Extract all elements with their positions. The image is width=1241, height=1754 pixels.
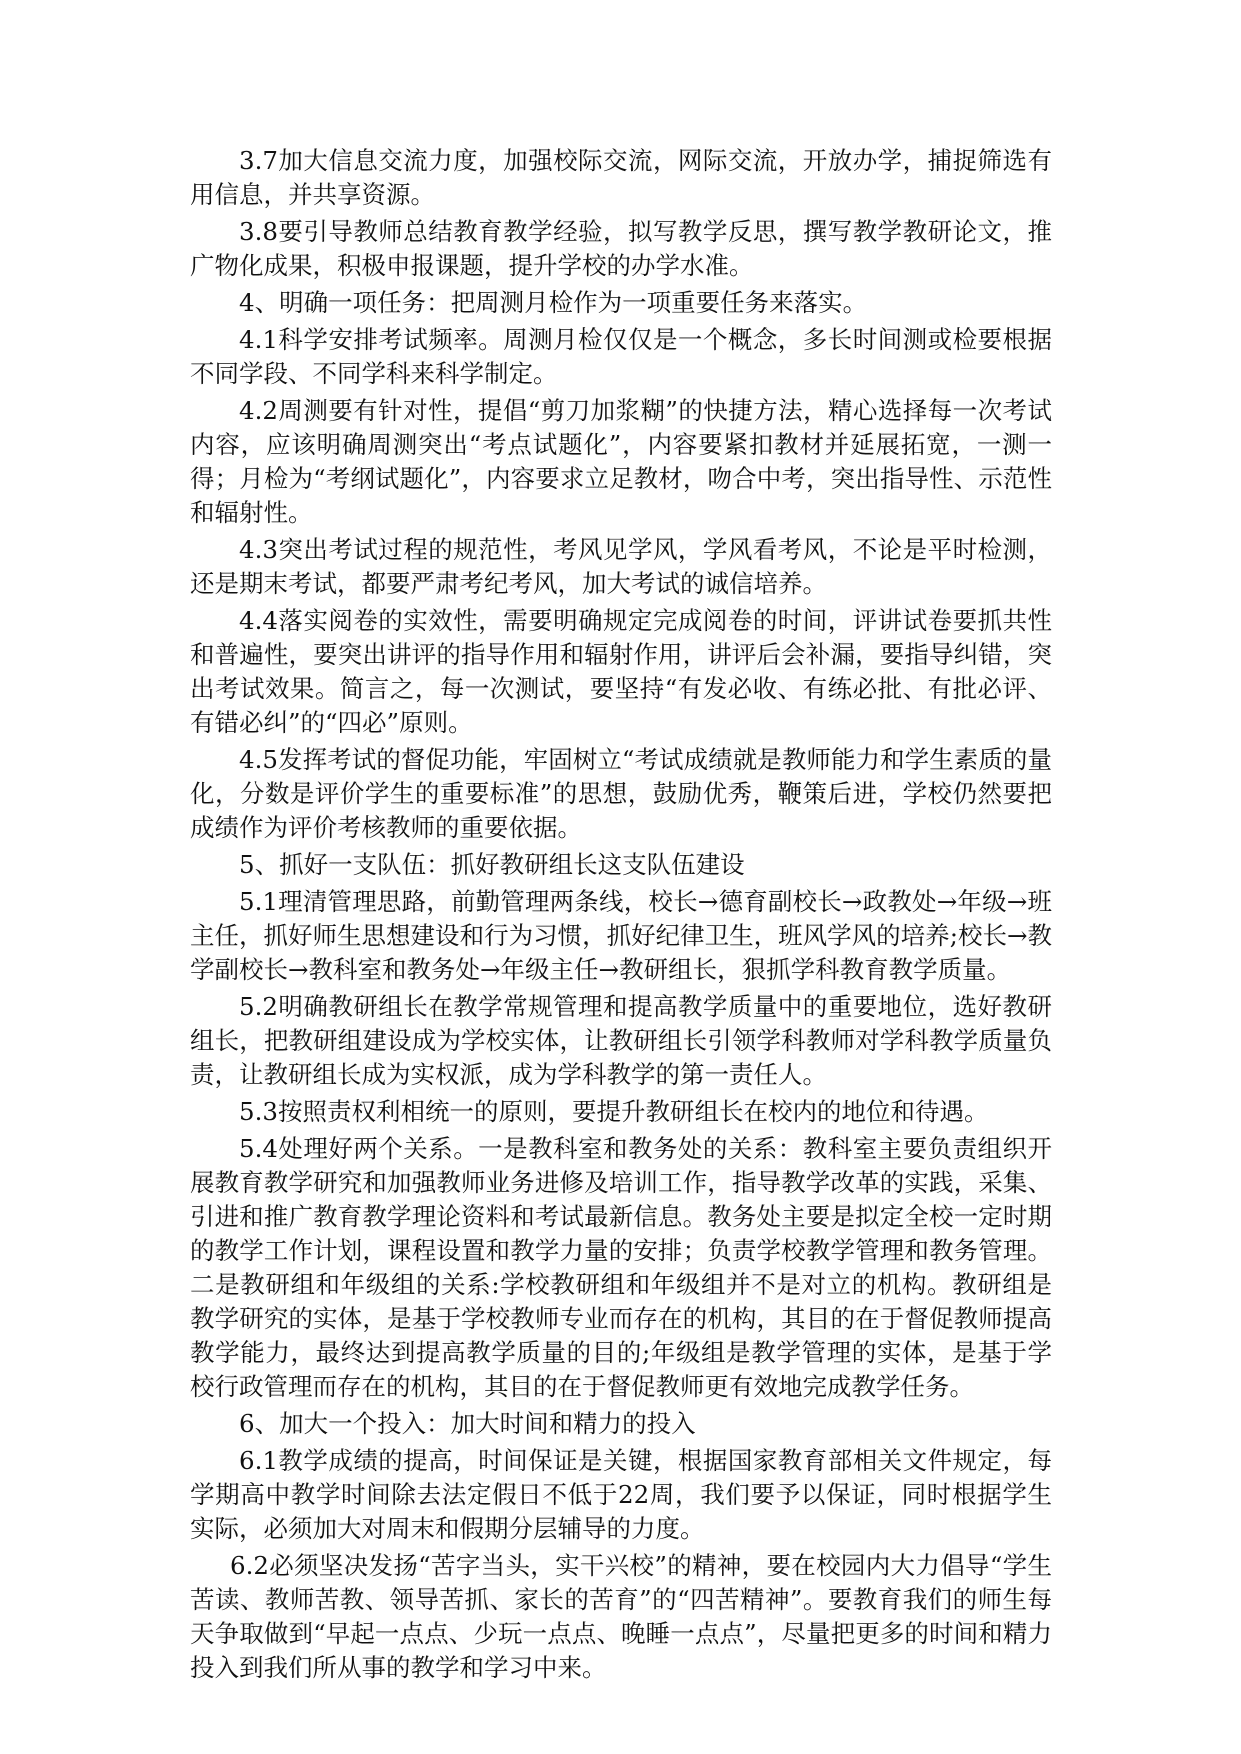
section-heading-5: 5、抓好一支队伍：抓好教研组长这支队伍建设	[239, 850, 745, 879]
paragraph-4-1: 4.1科学安排考试频率。周测月检仅仅是一个概念，多长时间测或检要根据不同学段、不同学科来科学制定。	[190, 325, 1052, 388]
paragraph-4-5: 4.5发挥考试的督促功能，牢固树立“考试成绩就是教师能力和学生素质的量化，分数是评价学生的重要标准”的思想，鼓励优秀，鞭策后进，学校仍然要把成绩作为评价考核教师的重要依据。	[190, 745, 1052, 842]
paragraph-3-7: 3.7加大信息交流力度，加强校际交流，网际交流，开放办学，捕捉筛选有用信息，并共享资源。	[190, 146, 1052, 209]
paragraph-5-2: 5.2明确教研组长在教学常规管理和提高教学质量中的重要地位，选好教研组长，把教研组建设成为学校实体，让教研组长引领学科教师对学科教学质量负责，让教研组长成为实权派，成为学科教学的第一责任人。	[190, 992, 1052, 1089]
section-heading-4: 4、明确一项任务：把周测月检作为一项重要任务来落实。	[239, 288, 868, 317]
paragraph-5-4: 5.4处理好两个关系。一是教科室和教务处的关系：教科室主要负责组织开展教育教学研究和加强教师业务进修及培训工作，指导教学改革的实践，采集、引进和推广教育教学理论资料和考试最新信息。教务处主要是拟定全校一定时期的教学工作计划，课程设置和教学力量的安排；负责学校教学管理和教务管理。二是教研组和年级组的关系:学校教研组和年级组并不是对立的机构。教研组是教学研究的实体，是基于学校教师专业而存在的机构，其目的在于督促教师提高教学能力，最终达到提高教学质量的目的;年级组是教学管理的实体，是基于学校行政管理而存在的机构，其目的在于督促教师更有效地完成教学任务。	[190, 1134, 1052, 1401]
document-body	[190, 144, 1052, 1688]
paragraph-4-4: 4.4落实阅卷的实效性，需要明确规定完成阅卷的时间，评讲试卷要抓共性和普遍性，要突出讲评的指导作用和辐射作用，讲评后会补漏，要指导纠错，突出考试效果。简言之，每一次测试，要坚持“有发必收、有练必批、有批必评、有错必纠”的“四必”原则。	[190, 606, 1052, 737]
paragraph-4-2: 4.2周测要有针对性，提倡“剪刀加浆糊”的快捷方法，精心选择每一次考试内容，应该明确周测突出“考点试题化”，内容要紧扣教材并延展拓宽，一测一得；月检为“考纲试题化”，内容要求立足教材，吻合中考，突出指导性、示范性和辐射性。	[190, 396, 1052, 527]
paragraph-3-8: 3.8要引导教师总结教育教学经验，拟写教学反思，撰写教学教研论文，推广物化成果，积极申报课题，提升学校的办学水准。	[190, 217, 1052, 280]
paragraph-6-1: 6.1教学成绩的提高，时间保证是关键，根据国家教育部相关文件规定，每学期高中教学时间除去法定假日不低于22周，我们要予以保证，同时根据学生实际，必须加大对周末和假期分层辅导的力度。	[190, 1446, 1052, 1543]
paragraph-6-2: 6.2必须坚决发扬“苦字当头，实干兴校”的精神，要在校园内大力倡导“学生苦读、教师苦教、领导苦抓、家长的苦育”的“四苦精神”。要教育我们的师生每天争取做到“早起一点点、少玩一点点、晚睡一点点”，尽量把更多的时间和精力投入到我们所从事的教学和学习中来。	[190, 1551, 1052, 1682]
section-heading-6: 6、加大一个投入：加大时间和精力的投入	[239, 1409, 696, 1438]
paragraph-5-3: 5.3按照责权利相统一的原则，要提升教研组长在校内的地位和待遇。	[239, 1097, 989, 1126]
paragraph-4-3: 4.3突出考试过程的规范性，考风见学风，学风看考风，不论是平时检测，还是期末考试，都要严肃考纪考风，加大考试的诚信培养。	[190, 535, 1052, 598]
paragraph-5-1: 5.1理清管理思路，前勤管理两条线，校长→德育副校长→政教处→年级→班主任，抓好师生思想建设和行为习惯，抓好纪律卫生，班风学风的培养;校长→教学副校长→教科室和教务处→年级主任→教研组长，狠抓学科教育教学质量。	[190, 887, 1052, 984]
